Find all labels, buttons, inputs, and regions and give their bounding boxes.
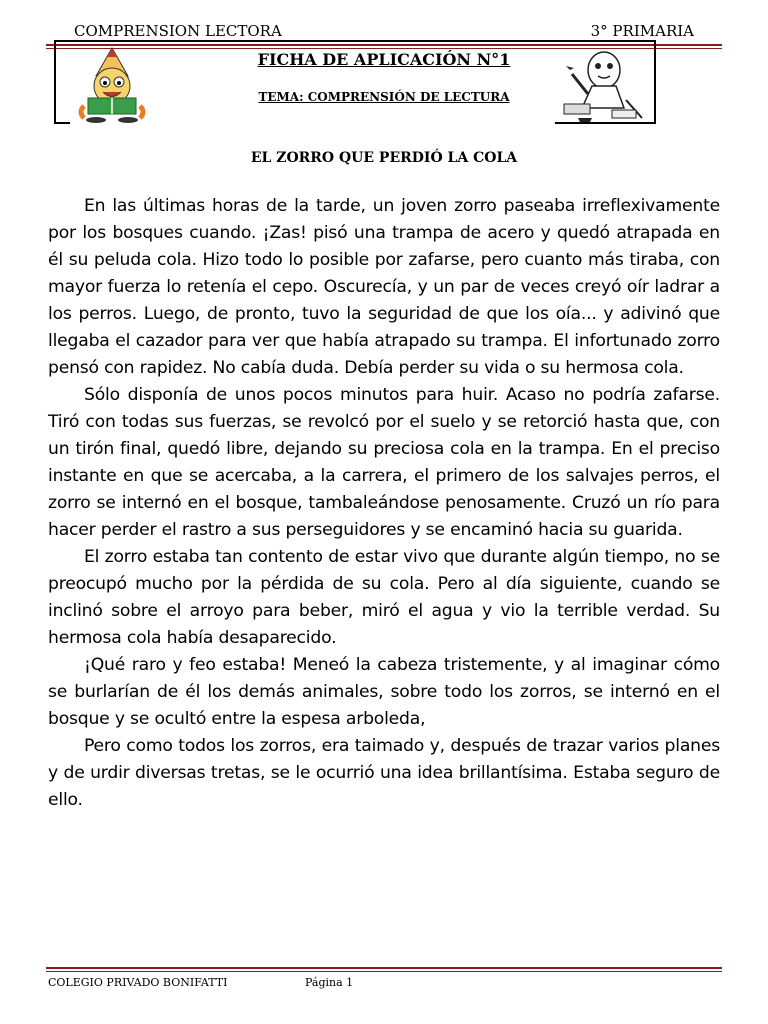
story-paragraph: El zorro estaba tan contento de estar vivo que durante algún tiempo, no se preocupó mucho por la pérdida de su cola. Pero al día siguiente, cuando se inclinó sobre el arroyo para beber, miró el agua y vio la terrible verdad. Su hermosa cola había desaparecido.: [48, 547, 720, 648]
story-paragraph: Sólo disponía de unos pocos minutos para huir. Acaso no podría zafarse. Tiró con todas sus fuerzas, se revolcó por el suelo y se retorció hasta que, con un tirón final, quedó libre, dejando su preciosa cola en la trampa. En el preciso instante en que se acercaba, a la carrera, el primero de los salvajes perros, el zorro se internó en el bosque, tambaleándose penosamente. Cruzó un río para hacer perder el rastro a sus perseguidores y se encaminó hacia su guarida.: [48, 385, 720, 540]
title-box-top-border: [54, 40, 656, 42]
title-box-bottom-border-left: [54, 122, 70, 124]
footer-rule: [46, 967, 722, 969]
footer-rule-thin: [46, 971, 722, 972]
footer-school: COLEGIO PRIVADO BONIFATTI: [48, 976, 228, 989]
footer-page-number: Página 1: [305, 976, 354, 989]
story-paragraph: Pero como todos los zorros, era taimado y, después de trazar varios planes y de urdir diversas tretas, se le ocurrió una idea brillantísima. Estaba seguro de ello.: [48, 736, 720, 810]
thinking-pencil-character-icon: [552, 44, 648, 124]
header-grade: 3° PRIMARIA: [590, 22, 694, 40]
story-body: [48, 193, 720, 814]
header-subject: COMPRENSION LECTORA: [74, 22, 282, 40]
story-title: EL ZORRO QUE PERDIÓ LA COLA: [250, 150, 518, 166]
story-paragraph: ¡Qué raro y feo estaba! Meneó la cabeza tristemente, y al imaginar cómo se burlarían de él los demás animales, sobre todo los zorros, se internó en el bosque y se ocultó entre la espesa arboleda,: [48, 655, 720, 729]
story-paragraph: En las últimas horas de la tarde, un joven zorro paseaba irreflexivamente por los bosques cuando. ¡Zas! pisó una trampa de acero y quedó atrapada en él su peluda cola. Hizo todo lo posible por zafarse, pero cuanto más tiraba, con mayor fuerza lo retenía el cepo. Oscurecía, y un par de veces creyó oír ladrar a los perros. Luego, de pronto, tuvo la seguridad de que los oía... y adivinó que llegaba el cazador para ver que había atrapado su trampa. El infortunado zorro pensó con rapidez. No cabía duda. Debía perder su vida o su hermosa cola.: [48, 196, 720, 378]
worksheet-topic: TEMA: COMPRENSIÓN DE LECTURA: [258, 90, 510, 104]
worksheet-title: FICHA DE APLICACIÓN N°1: [257, 50, 511, 69]
